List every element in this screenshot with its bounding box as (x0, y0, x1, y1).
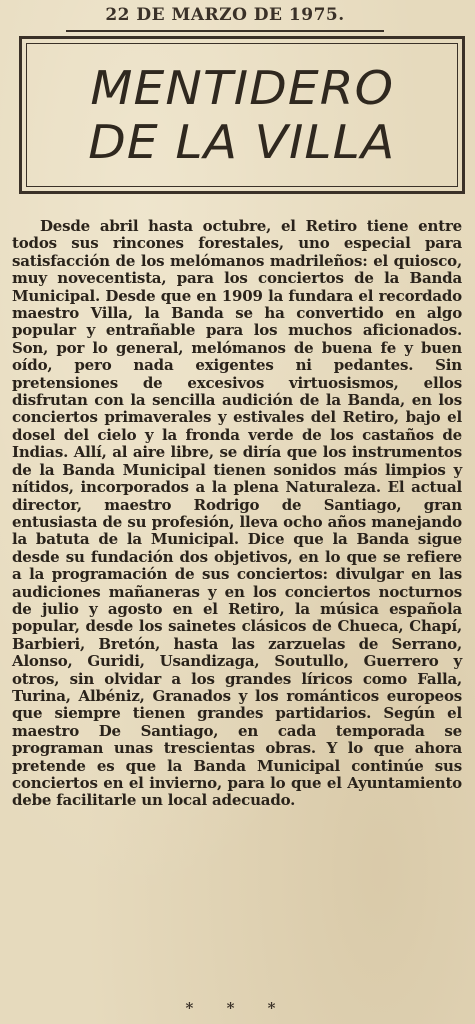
heading-line-2: DE LA VILLA (88, 115, 396, 169)
section-end-asterisks: * * * (185, 999, 290, 1017)
column-heading-frame (19, 36, 465, 194)
column-heading (26, 43, 458, 187)
heading-line-1: MENTIDERO (90, 61, 394, 115)
date-line: 22 DE MARZO DE 1975. (66, 2, 384, 32)
article-body: Desde abril hasta octubre, el Retiro tiene entre todos sus rincones forestales, uno especial para satisfacción de los melómanos madrileños: el quiosco, muy novecentista, para los conciertos de la Banda Municipal. Desde que en 1909 la fundara el recordado maestro Villa, la Banda se ha convertido en algo popular y entrañable para los muchos aficionados. Son, por lo general, melómanos de buena fe y buen oído, pero nada exigentes ni pedantes. Sin pretensiones de excesivos virtuosismos, ellos disfrutan con la sencilla audición de la Banda, en los conciertos primaverales y estivales del Retiro, bajo el dosel del cielo y la fronda verde de los castaños de Indias. Allí, al aire libre, se diría que los instrumentos de la Banda Municipal tienen sonidos más limpios y nítidos, incorporados a la plena Naturaleza. El actual director, maestro Rodrigo de Santiago, gran entusiasta de su profesión, lleva ocho años manejando la batuta de la Municipal. Dice que la Banda sigue desde su fundación dos objetivos, en lo que se refiere a la programación de sus conciertos: divulgar en las audiciones mañaneras y en los conciertos nocturnos de julio y agosto en el Retiro, la música española popular, desde los sainetes clásicos de Chueca, Chapí, Barbieri, Bretón, hasta las zarzuelas de Serrano, Alonso, Guridi, Usandizaga, Soutullo, Guerrero y otros, sin olvidar a los grandes líricos como Falla, Turina, Albéniz, Granados y los románticos europeos que siempre tienen grandes partidarios. Según el maestro De Santiago, en cada temporada se programan unas trescientas obras. Y lo que ahora pretende es que la Banda Municipal continúe sus conciertos en el invierno, para lo que el Ayuntamiento debe facilitarle un local adecuado. (12, 217, 462, 810)
